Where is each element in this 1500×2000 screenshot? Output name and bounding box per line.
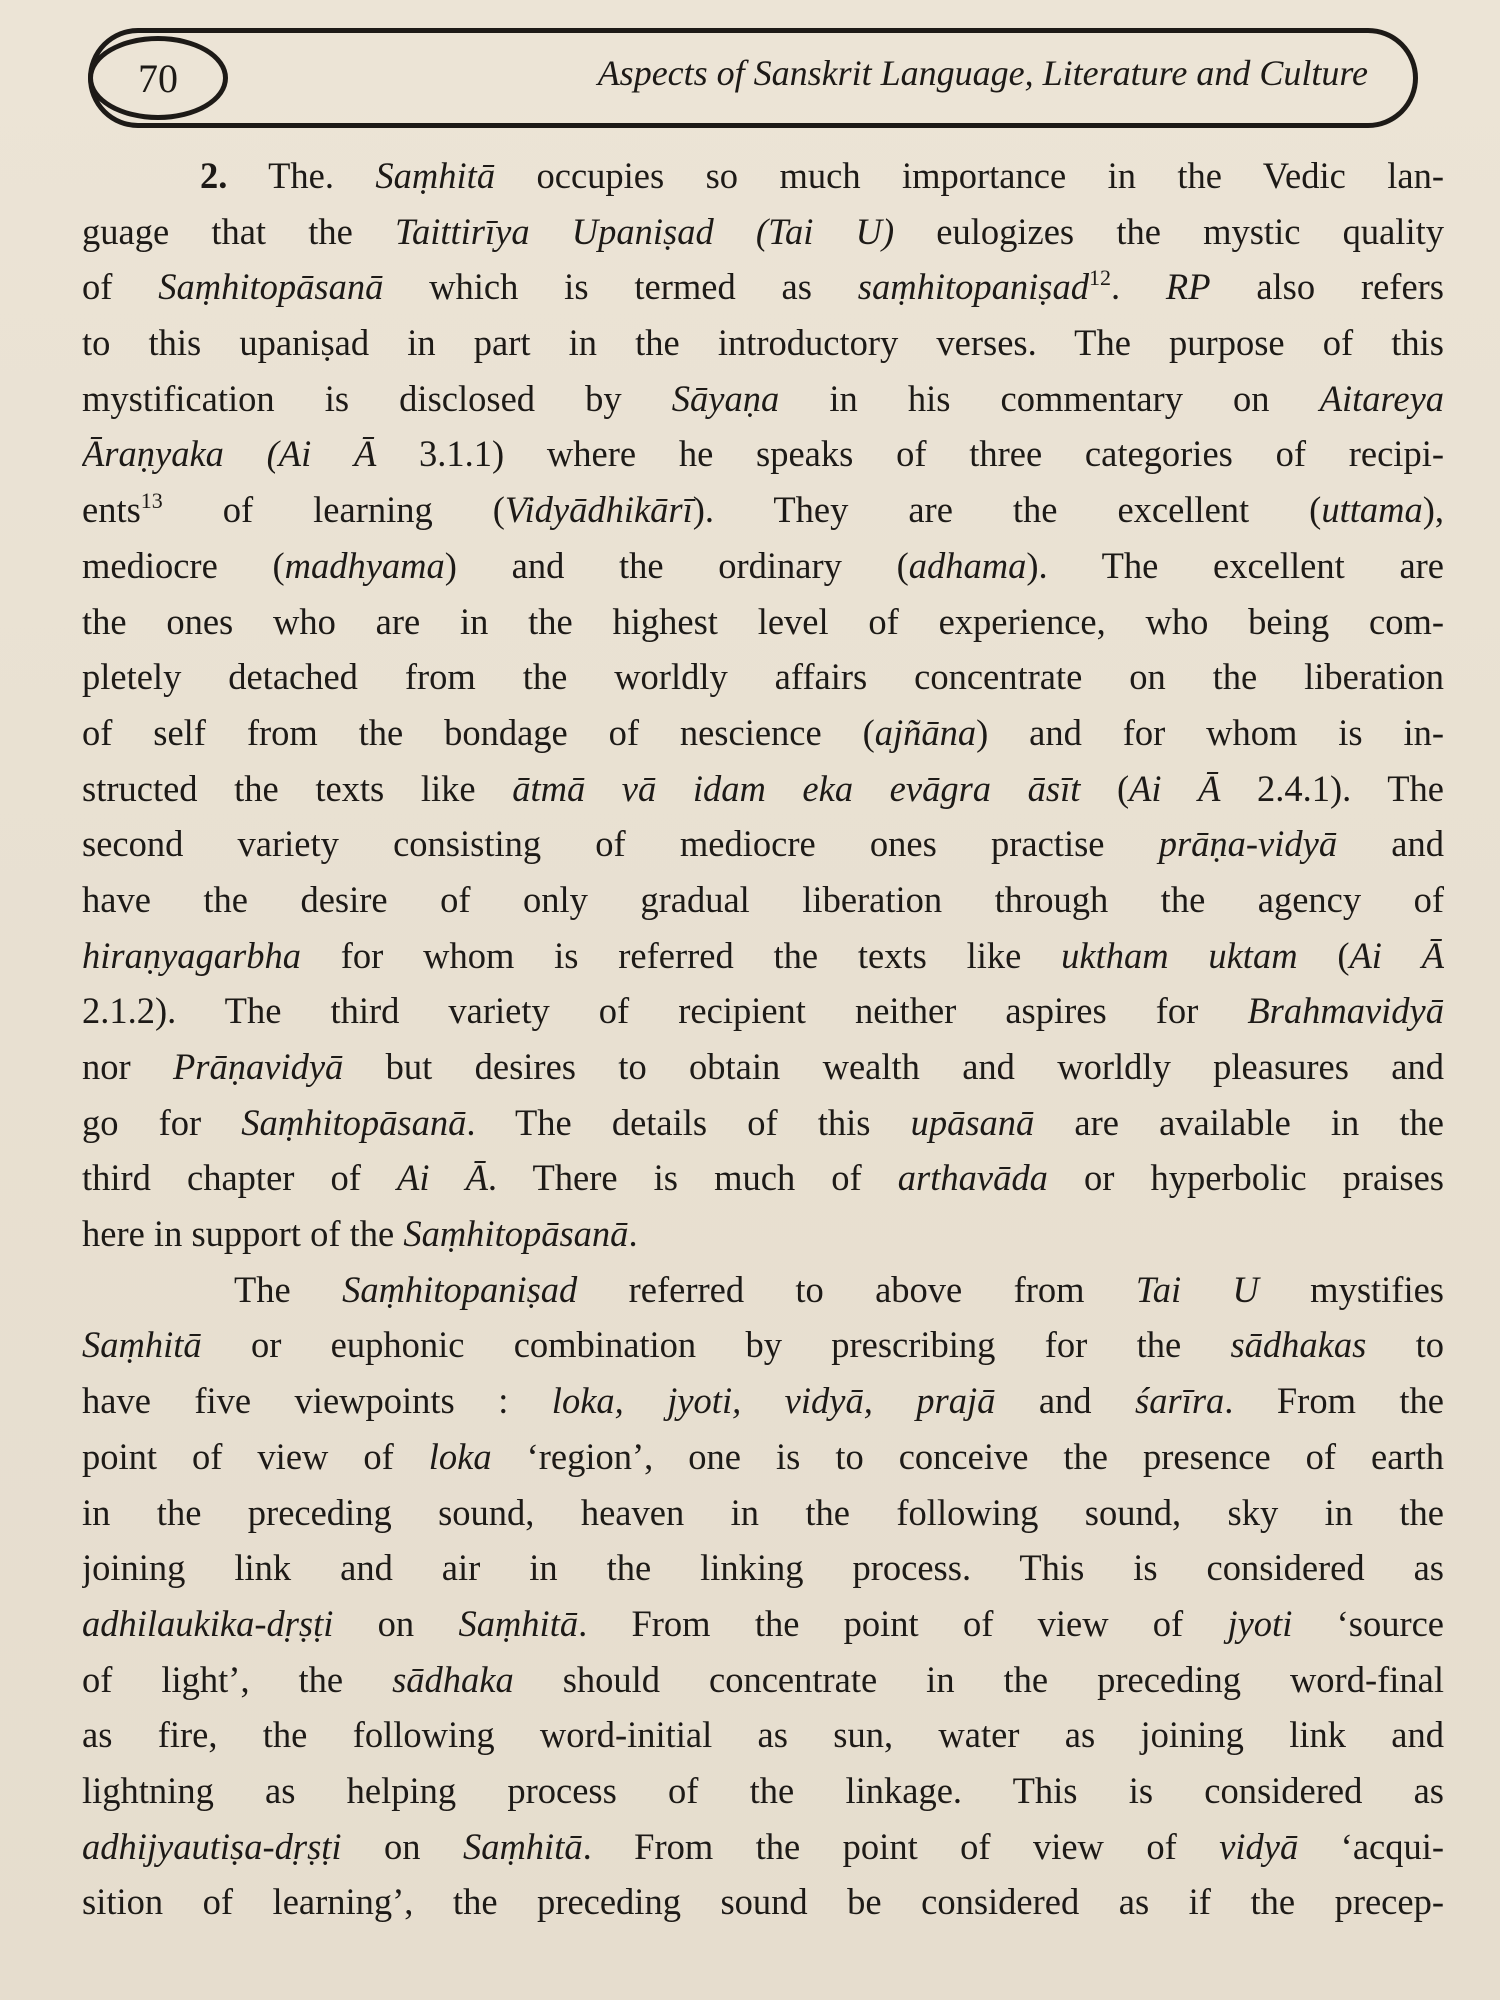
text-line: joining link and air in the linking process. This is considered as: [82, 1547, 1444, 1589]
text-line: nor Prāṇavidyā but desires to obtain wealth and worldly pleasures and: [82, 1046, 1444, 1087]
text-line: pletely detached from the worldly affairs concentrate on the liberation: [82, 656, 1444, 698]
text-line: here in support of the Saṃhitopāsanā.: [82, 1213, 638, 1255]
text-line: go for Saṃhitopāsanā. The details of this upāsanā are available in the: [82, 1101, 1444, 1143]
text-line: structed the texts like ātmā vā idam eka evāgra āsīt (Ai Ā 2.4.1). The: [82, 767, 1444, 809]
paragraph-2: [82, 1262, 1444, 1930]
text-line: ents$^{13}$ of learning (Vidyādhikārī). They are the excellent (uttama),: [82, 488, 1444, 531]
text-line: third chapter of Ai Ā. There is much of arthavāda or hyperbolic praises: [82, 1157, 1444, 1199]
text-line: 2. The. Saṃhitā occupies so much importance in the Vedic lan-: [200, 155, 1444, 196]
text-line: sition of learning’, the preceding sound be considered as if the precep-: [82, 1881, 1444, 1923]
text-line: have the desire of only gradual liberation through the agency of: [82, 878, 1444, 920]
page-header: [88, 28, 1418, 128]
text-line: of self from the bondage of nescience (ajñāna) and for whom is in-: [82, 711, 1444, 753]
text-line: the ones who are in the highest level of experience, who being com-: [82, 600, 1444, 642]
text-line: Saṃhitā or euphonic combination by prescribing for the sādhakas to: [82, 1324, 1444, 1366]
text-line: 2.1.2). The third variety of recipient neither aspires for Brahmavidyā: [82, 990, 1444, 1032]
footnote-ref: 12: [1088, 265, 1111, 291]
text-line: second variety consisting of mediocre ones practise prāṇa-vidyā and: [82, 823, 1444, 865]
body-text: [82, 148, 1444, 1930]
text-line: Āraṇyaka (Ai Ā 3.1.1) where he speaks of three categories of recipi-: [82, 433, 1444, 475]
text-line: of light’, the sādhaka should concentrate in the preceding word-final: [82, 1658, 1444, 1700]
text-line: adhijyautiṣa-dṛṣṭi on Saṃhitā. From the point of view of vidyā ‘acqui-: [82, 1825, 1444, 1867]
text-line: mystification is disclosed by Sāyaṇa in his commentary on Aitareya: [82, 377, 1444, 419]
text-line: lightning as helping process of the linkage. This is considered as: [82, 1769, 1444, 1811]
text-line: point of view of loka ‘region’, one is to conceive the presence of earth: [82, 1435, 1444, 1477]
running-title: Aspects of Sanskrit Language, Literature and Culture: [597, 53, 1368, 93]
text-line: hiraṇyagarbha for whom is referred the texts like uktham uktam (Ai Ā: [82, 934, 1444, 976]
text-line: in the preceding sound, heaven in the following sound, sky in the: [82, 1491, 1444, 1533]
footnote-ref: 13: [140, 488, 163, 514]
text-line: guage that the Taittirīya Upaniṣad (Tai U) eulogizes the mystic quality: [82, 210, 1444, 252]
text-line: The Saṃhitopaniṣad referred to above from Tai U mystifies: [234, 1268, 1444, 1310]
text-line: of Saṃhitopāsanā which is termed as saṃhitopaniṣad$^{12}$. RP also refers: [82, 265, 1444, 308]
text-line: have five viewpoints : loka, jyoti, vidyā, prajā and śarīra. From the: [82, 1380, 1444, 1422]
text-line: mediocre (madhyama) and the ordinary (adhama). The excellent are: [82, 544, 1444, 586]
text-line: to this upaniṣad in part in the introductory verses. The purpose of this: [82, 322, 1444, 364]
text-line: as fire, the following word-initial as sun, water as joining link and: [82, 1714, 1444, 1756]
text-line: adhilaukika-dṛṣṭi on Saṃhitā. From the point of view of jyoti ‘source: [82, 1602, 1444, 1644]
page-number: 70: [88, 36, 228, 120]
paragraph-1: [82, 148, 1444, 1262]
